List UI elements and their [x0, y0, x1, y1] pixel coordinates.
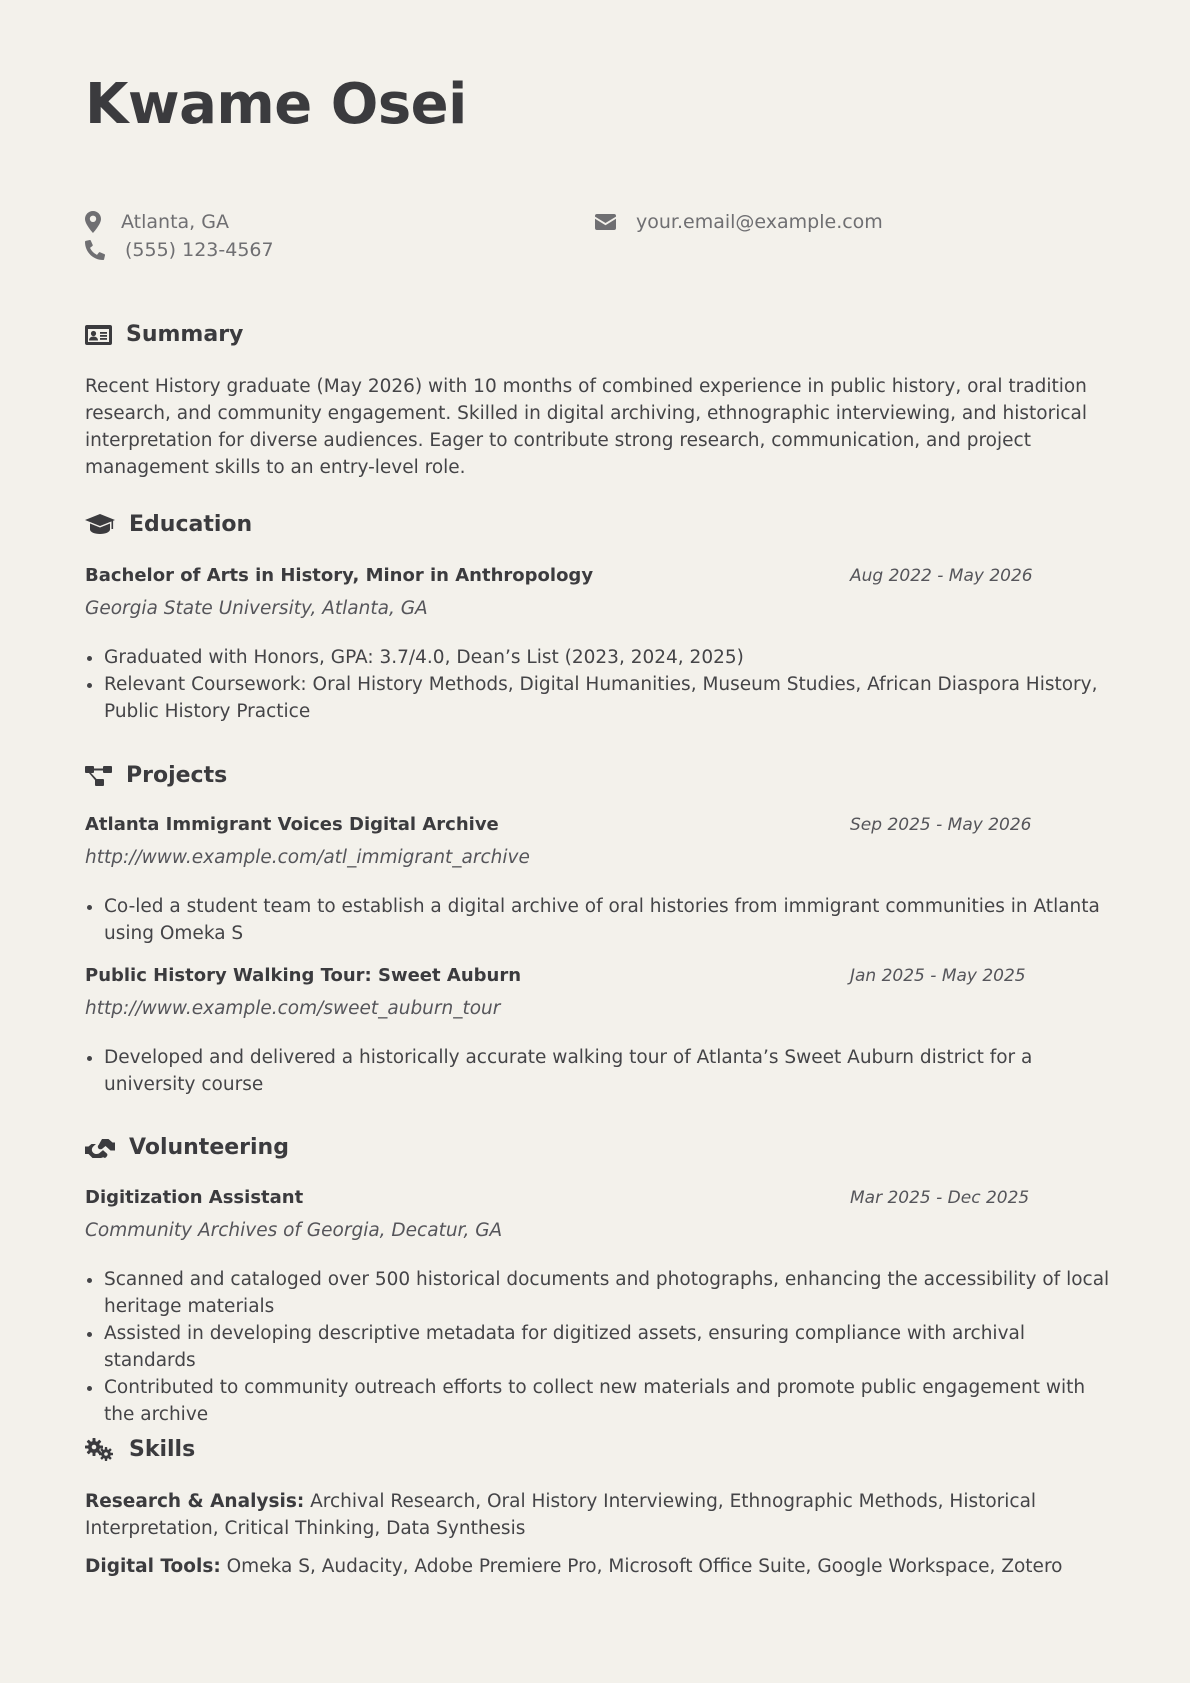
- education-degree: Bachelor of Arts in History, Minor in Anthropology: [85, 565, 594, 586]
- volunteering-dates: Mar 2025 - Dec 2025: [850, 1188, 1030, 1208]
- volunteering-role: Digitization Assistant: [85, 1187, 304, 1208]
- skills-title: Skills: [129, 1437, 196, 1462]
- location-text: Atlanta, GA: [121, 211, 229, 233]
- map-marker-icon: [85, 211, 101, 233]
- project-diagram-icon: [85, 766, 112, 786]
- list-item: • Contributed to community outreach efforts to collect new materials and promote public engagement with the archive: [104, 1374, 1119, 1428]
- list-item: • Graduated with Honors, GPA: 3.7/4.0, Dean’s List (2023, 2024, 2025): [104, 644, 1119, 671]
- education-title: Education: [129, 512, 253, 537]
- list-item: • Scanned and cataloged over 500 historical documents and photographs, enhancing the accessibility of local heritage materials: [104, 1266, 1119, 1320]
- skills-research-text: Archival Research, Oral History Interviewing, Ethnographic Methods, Historical Interpretation, Critical Thinking, Data Synthesis: [85, 1491, 1037, 1539]
- email-link[interactable]: your.email@example.com: [636, 211, 883, 233]
- project-2-bullets: [85, 1044, 1119, 1098]
- list-item: • Co-led a student team to establish a digital archive of oral histories from immigrant communities in Atlanta using Omeka S: [104, 893, 1119, 947]
- projects-heading: [85, 763, 227, 788]
- project-2-url[interactable]: http://www.example.com/sweet_auburn_tour: [85, 998, 501, 1019]
- list-item: • Developed and delivered a historically accurate walking tour of Atlanta’s Sweet Auburn district for a university course: [104, 1044, 1119, 1098]
- contact-location: [85, 211, 229, 233]
- candidate-name: Kwame Osei: [85, 72, 467, 137]
- cogs-icon: [85, 1438, 115, 1462]
- graduation-cap-icon: [85, 514, 115, 536]
- project-1-bullets: [85, 893, 1119, 947]
- volunteering-bullets: [85, 1266, 1119, 1428]
- projects-title: Projects: [126, 763, 228, 788]
- skills-tools-text: Omeka S, Audacity, Adobe Premiere Pro, Microsoft Office Suite, Google Workspace, Zotero: [226, 1556, 1063, 1577]
- project-1-url[interactable]: http://www.example.com/atl_immigrant_archive: [85, 847, 530, 868]
- phone-text: (555) 123-4567: [125, 239, 274, 261]
- volunteering-org: Community Archives of Georgia, Decatur, GA: [85, 1220, 503, 1241]
- summary-text: Recent History graduate (May 2026) with 10 months of combined experience in public history, oral tradition research, and community engagement. Skilled in digital archiving, ethnographic interviewing, and historical interpretation for diverse audiences. Eager to contribute strong research, communication, and project management skills to an entry-level role.: [85, 376, 1088, 478]
- skills-tools: [85, 1553, 1100, 1580]
- education-bullets: [85, 644, 1119, 725]
- summary-heading: [85, 322, 243, 347]
- project-2-name: Public History Walking Tour: Sweet Auburn: [85, 965, 522, 986]
- skills-heading: [85, 1437, 195, 1462]
- project-1-dates: Sep 2025 - May 2026: [850, 815, 1032, 835]
- skills-tools-label: Digital Tools:: [85, 1556, 221, 1577]
- skills-research-label: Research & Analysis:: [85, 1491, 305, 1512]
- education-school: Georgia State University, Atlanta, GA: [85, 598, 428, 619]
- volunteering-heading: [85, 1135, 289, 1160]
- education-dates: Aug 2022 - May 2026: [850, 566, 1033, 586]
- skills-research: [85, 1488, 1100, 1542]
- project-1-name: Atlanta Immigrant Voices Digital Archive: [85, 814, 499, 835]
- education-heading: [85, 512, 252, 537]
- list-item: • Relevant Coursework: Oral History Methods, Digital Humanities, Museum Studies, African Diaspora History, Public History Practice: [104, 671, 1119, 725]
- summary-title: Summary: [126, 322, 244, 347]
- envelope-icon: [595, 214, 616, 230]
- hands-helping-icon: [85, 1137, 115, 1159]
- contact-phone: [85, 239, 274, 261]
- phone-icon: [85, 240, 105, 260]
- project-2-dates: Jan 2025 - May 2025: [850, 966, 1026, 986]
- list-item: • Assisted in developing descriptive metadata for digitized assets, ensuring compliance with archival standards: [104, 1320, 1119, 1374]
- contact-email: [595, 211, 883, 233]
- id-card-icon: [85, 325, 112, 345]
- volunteering-title: Volunteering: [129, 1135, 289, 1160]
